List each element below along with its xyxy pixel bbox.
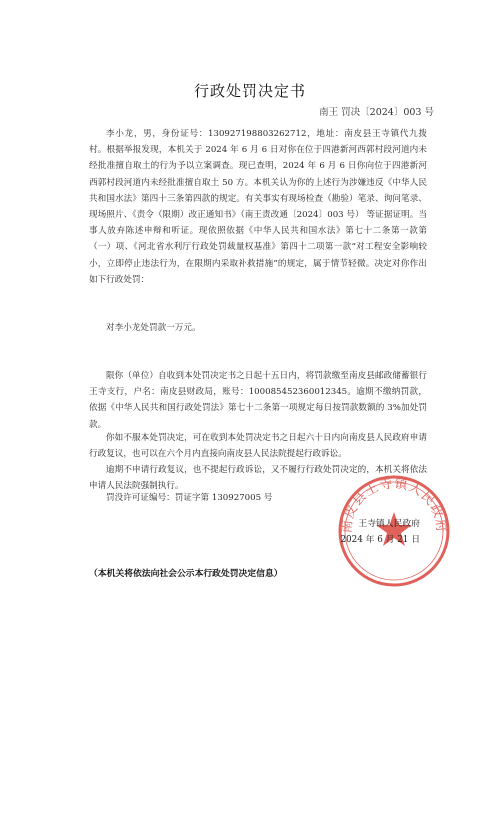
paragraph-penalty: 对李小龙处罚款一万元。 [106,323,201,333]
document-number: 南王 罚决〔2024〕003 号 [319,107,434,118]
signature-date: 2024 年 6 月 21 日 [340,535,420,545]
paragraph-license: 罚没许可证编号：罚证字第 130927005 号 [106,493,273,503]
paragraph-appeal: 你如不服本处罚决定，可在收到本处罚决定书之日起六十日内向南皮县人民政府申请行政复议，也可以在六个月内直接向南皮县人民法院提起行政诉讼。 [89,433,427,460]
paragraph-facts: 李小龙，男，身份证号：130927198803262712，地址：南皮县王寺镇代九拨村。根据举报发现，本机关于 2024 年 6 月 6 日对你在位于四港新河西郭村段河道内未经批准擅自取土的行为予以立案调查。现已查明，2024 年 6 月 6 日你向位于四港新河西郭村段河道内未经批准擅自取土 50 方。本机关认为你的上述行为涉嫌违反《中华人民共和国水法》第四十三条第四款的规定。有关事实有现场检查（勘验）笔录、询问笔录、现场照片、《责令（限期）改正通知书》（南王责改通〔2024〕003 号） 等证据证明。当事人放弃陈述申辩和听证。现依照依据《中华人民共和国水法》第七十二条第一款第（一）项、《河北省水利厅行政处罚裁量权基准》第四十二项第一款“对工程安全影响较小，立即停止违法行为，在限期内采取补救措施”的规定，属于情节轻微。决定对你作出如下行政处罚： [89,129,427,285]
signature-block [300,516,420,548]
signature-organization: 王寺镇人民政府 [358,519,420,529]
svg-text:南皮县王寺镇人民政府: 南皮县王寺镇人民政府 [339,476,449,534]
footer-note: （本机关将依法向社会公示本行政处罚决定信息） [89,569,283,579]
paragraph-payment: 限你（单位）自收到本处罚决定书之日起十五日内，将罚款缴至南皮县邮政储蓄银行王寺支行，户名：南皮县财政局，账号：100085452360012345。逾期不缴纳罚款，依据《中华人民共和国行政处罚法》第七十二条第一项规定每日按罚款数额的 3%加处罚款。 [89,371,427,430]
paragraph-enforcement: 逾期不申请行政复议，也不提起行政诉讼，又不履行行政处罚决定的，本机关将依法申请人民法院强制执行。 [89,465,427,492]
document-title: 行政处罚决定书 [193,82,306,100]
